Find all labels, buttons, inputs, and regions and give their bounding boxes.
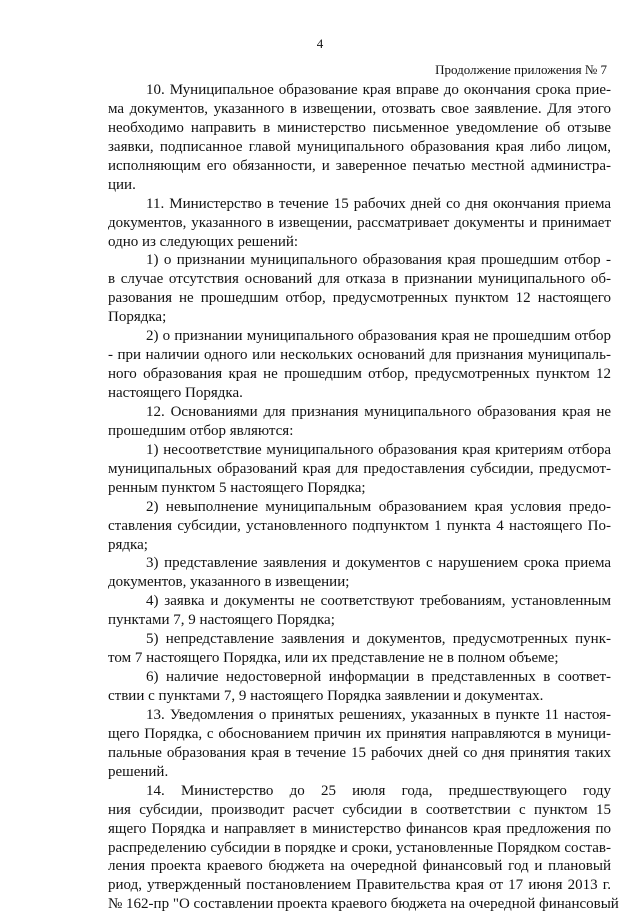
text-line: решений. <box>108 763 169 780</box>
paragraph <box>108 668 611 706</box>
text-line: 3) представление заявления и документов с нарушением срока приема <box>146 555 611 572</box>
text-line: риод, утвержденный постановлением Правительства края от 17 июня 2013 г. <box>108 877 611 894</box>
paragraph <box>108 81 611 195</box>
text-line: 5) непредставление заявления и документов, предусмотренных пунк- <box>146 631 611 648</box>
text-line: ния субсидии, производит расчет субсидии в соответствии с пунктом 15 <box>108 801 611 818</box>
text-line: документов, указанного в извещении, рассматривает документы и принимает <box>108 214 611 231</box>
text-line: 13. Уведомления о принятых решениях, указанных в пункте 11 настоя- <box>146 706 611 723</box>
document-body <box>108 81 619 914</box>
text-line: настоящего Порядка. <box>108 385 243 401</box>
text-line: ствии с пунктами 7, 9 настоящего Порядка заявлении и документах. <box>108 688 544 704</box>
paragraph <box>108 592 611 630</box>
text-line: 1) несоответствие муниципального образования края критериям отбора <box>146 441 611 458</box>
text-line: в случае отсутствия оснований для отказа в признании муниципального об- <box>108 271 611 288</box>
text-line: Порядка; <box>108 309 167 326</box>
text-line: - при наличии одного или нескольких оснований для признания муниципаль- <box>108 347 611 364</box>
paragraph <box>108 195 611 252</box>
text-line: ма документов, указанного в извещении, отозвать свое заявление. Для этого <box>108 100 611 117</box>
appendix-continuation-note: Продолжение приложения № 7 <box>435 62 607 77</box>
text-line: 2) невыполнение муниципальным образованием края условия предо- <box>146 498 611 515</box>
text-line: 10. Муниципальное образование края вправе до окончания срока прие- <box>146 82 611 98</box>
text-line: 12. Основаниями для признания муниципального образования края не <box>146 403 611 420</box>
text-line: 6) наличие недостоверной информации в представленных в соответ- <box>146 669 611 686</box>
text-line: щего Порядка, с обоснованием причин их принятия направляются в муници- <box>108 725 611 742</box>
text-line: том 7 настоящего Порядка, или их представление не в полном объеме; <box>108 650 559 667</box>
page-number: 4 <box>316 36 324 51</box>
paragraph <box>108 441 611 498</box>
paragraph <box>108 782 619 914</box>
text-line: ного образования края не прошедшим отбор, предусмотренных пунктом 12 <box>108 366 611 383</box>
text-line: документов, указанного в извещении; <box>108 574 350 591</box>
text-line: 14. Министерство до 25 июля года, предшествующего году <box>146 782 611 799</box>
paragraph <box>108 251 611 327</box>
text-line: пунктами 7, 9 настоящего Порядка; <box>108 612 335 629</box>
text-line: исполняющим его обязанности, и заверенное печатью местной администра- <box>108 157 611 174</box>
text-line: 2) о признании муниципального образования края не прошедшим отбор <box>146 328 611 345</box>
text-line: необходимо направить в министерство письменное уведомление об отзыве <box>108 119 611 136</box>
text-line: прошедшим отбор являются: <box>108 422 294 439</box>
text-line: 1) о признании муниципального образования края прошедшим отбор - <box>146 252 611 269</box>
paragraph <box>108 706 611 782</box>
text-line: муниципальных образований края для предоставления субсидии, предусмот- <box>108 460 611 477</box>
paragraph <box>108 630 611 668</box>
text-line: ции. <box>108 176 136 193</box>
paragraph <box>108 554 611 592</box>
text-line: пальные образования края в течение 15 рабочих дней со дня принятия таких <box>108 744 611 761</box>
text-line: ренным пунктом 5 настоящего Порядка; <box>108 479 366 496</box>
text-line: 4) заявка и документы не соответствуют требованиям, установленным <box>146 593 611 610</box>
text-line: 11. Министерство в течение 15 рабочих дней со дня окончания приема <box>146 195 611 212</box>
text-line: № 162-пр "О составлении проекта краевого бюджета на очередной финансовый <box>108 896 619 913</box>
text-line: одно из следующих решений: <box>108 233 299 250</box>
text-line: ления проекта краевого бюджета на очередной финансовый год и плановый <box>108 858 611 875</box>
paragraph <box>108 498 611 555</box>
text-line: разования не прошедшим отбор, предусмотренных пунктом 12 настоящего <box>108 290 611 307</box>
text-line: рядка; <box>108 536 148 553</box>
paragraph <box>108 327 611 403</box>
text-line: ставления субсидии, установленного подпунктом 1 пункта 4 настоящего По- <box>108 517 611 534</box>
text-line: ящего Порядка и направляет в министерство финансов края предложения по <box>108 820 611 837</box>
text-line: распределению субсидии в порядке и сроки, установленные Порядком состав- <box>108 839 611 856</box>
text-line: заявки, подписанное главой муниципального образования края либо лицом, <box>108 138 611 155</box>
paragraph <box>108 403 611 441</box>
